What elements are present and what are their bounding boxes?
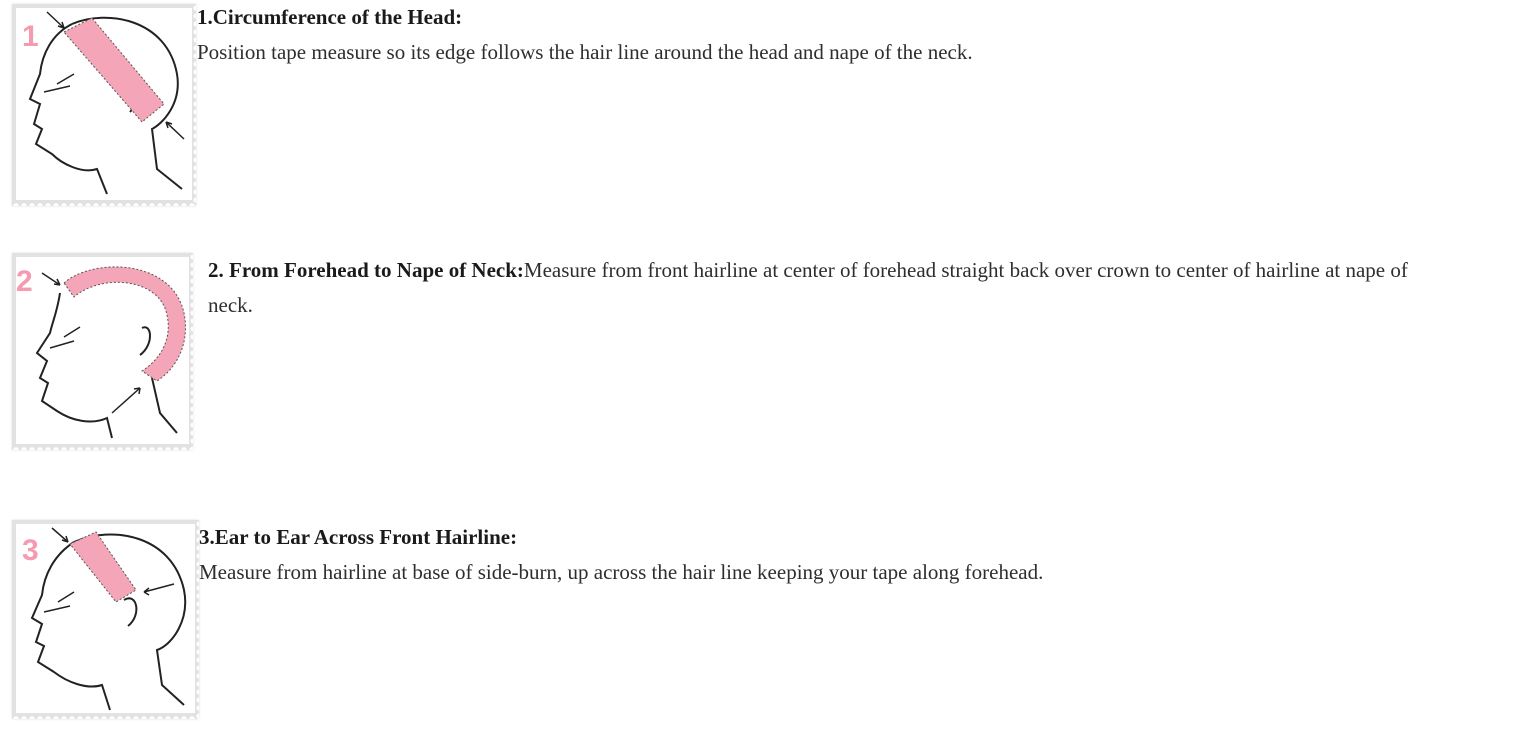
step-2-title: 2. From Forehead to Nape of Neck: bbox=[208, 258, 524, 282]
step-1-description: Position tape measure so its edge follows the hair line around the head and nape of the neck. bbox=[197, 40, 973, 64]
step-number-3: 3 bbox=[22, 534, 39, 567]
step-3-title: 3.Ear to Ear Across Front Hairline: bbox=[199, 525, 518, 549]
step-2-description: Measure from front hairline at center of forehead straight back over crown to center of hairline at nape of neck. bbox=[208, 258, 1408, 317]
step-number-2: 2 bbox=[16, 265, 33, 298]
forehead-to-nape-illustration bbox=[12, 253, 193, 450]
step-3-description: Measure from hairline at base of side-burn, up across the hair line keeping your tape along forehead. bbox=[199, 560, 1044, 584]
head-illustration-1 bbox=[12, 4, 196, 206]
head-circumference-illustration bbox=[12, 4, 196, 206]
step-1-title: 1.Circumference of the Head: bbox=[197, 5, 463, 29]
head-illustration-3 bbox=[12, 520, 199, 719]
step-number-1: 1 bbox=[22, 20, 39, 53]
head-illustration-2 bbox=[12, 253, 193, 450]
ear-to-ear-illustration bbox=[12, 520, 199, 719]
